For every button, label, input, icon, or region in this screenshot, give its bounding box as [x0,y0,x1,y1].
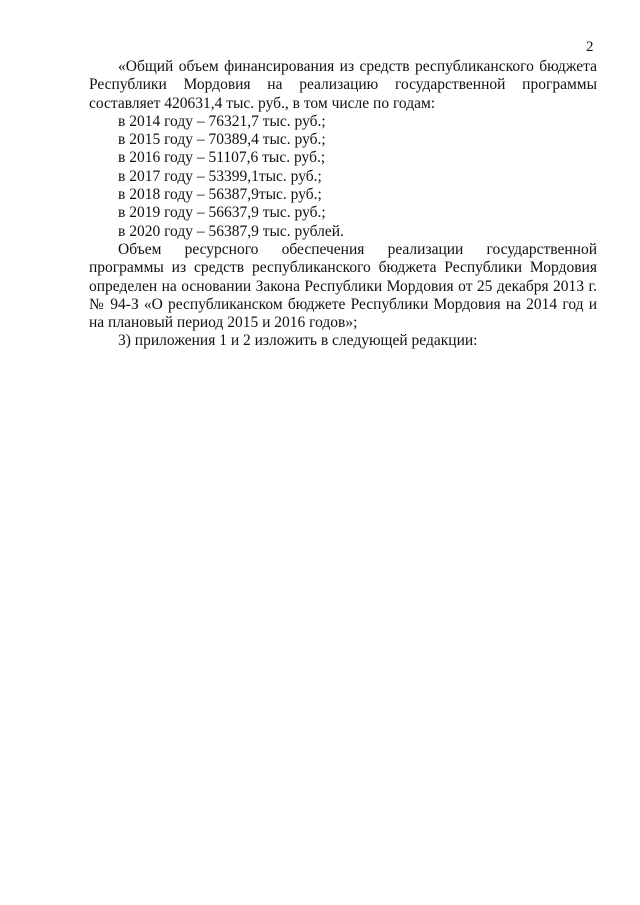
year-line-2017: в 2017 году – 53399,1тыс. руб.; [118,167,322,185]
funding-paragraph: «Общий объем финансирования из средств республиканского бюджета Республики Мордовия на реализацию государственной программы составляет 420631,4 тыс. руб., в том числе по годам: [89,58,597,112]
appendix-paragraph: 3) приложения 1 и 2 изложить в следующей редакции: [118,332,478,350]
document-body [89,58,597,351]
year-line-2019: в 2019 году – 56637,9 тыс. руб.; [118,204,326,222]
page-number: 2 [586,39,594,55]
year-line-2020: в 2020 году – 56387,9 тыс. рублей. [118,222,344,240]
year-line-2018: в 2018 году – 56387,9тыс. руб.; [118,186,322,204]
resource-paragraph: Объем ресурсного обеспечения реализации государственной программы из средств республиканского бюджета Республики Мордовия определен на основании Закона Республики Мордовия от 25 декабря 2013 г. № 94-З «О республиканском бюджете Республики Мордовия на 2014 год и на плановый период 2015 и 2016 годов»; [89,240,597,332]
year-line-2015: в 2015 году – 70389,4 тыс. руб.; [118,131,326,149]
year-line-2016: в 2016 году – 51107,6 тыс. руб.; [118,149,326,167]
year-line-2014: в 2014 году – 76321,7 тыс. руб.; [118,112,326,130]
